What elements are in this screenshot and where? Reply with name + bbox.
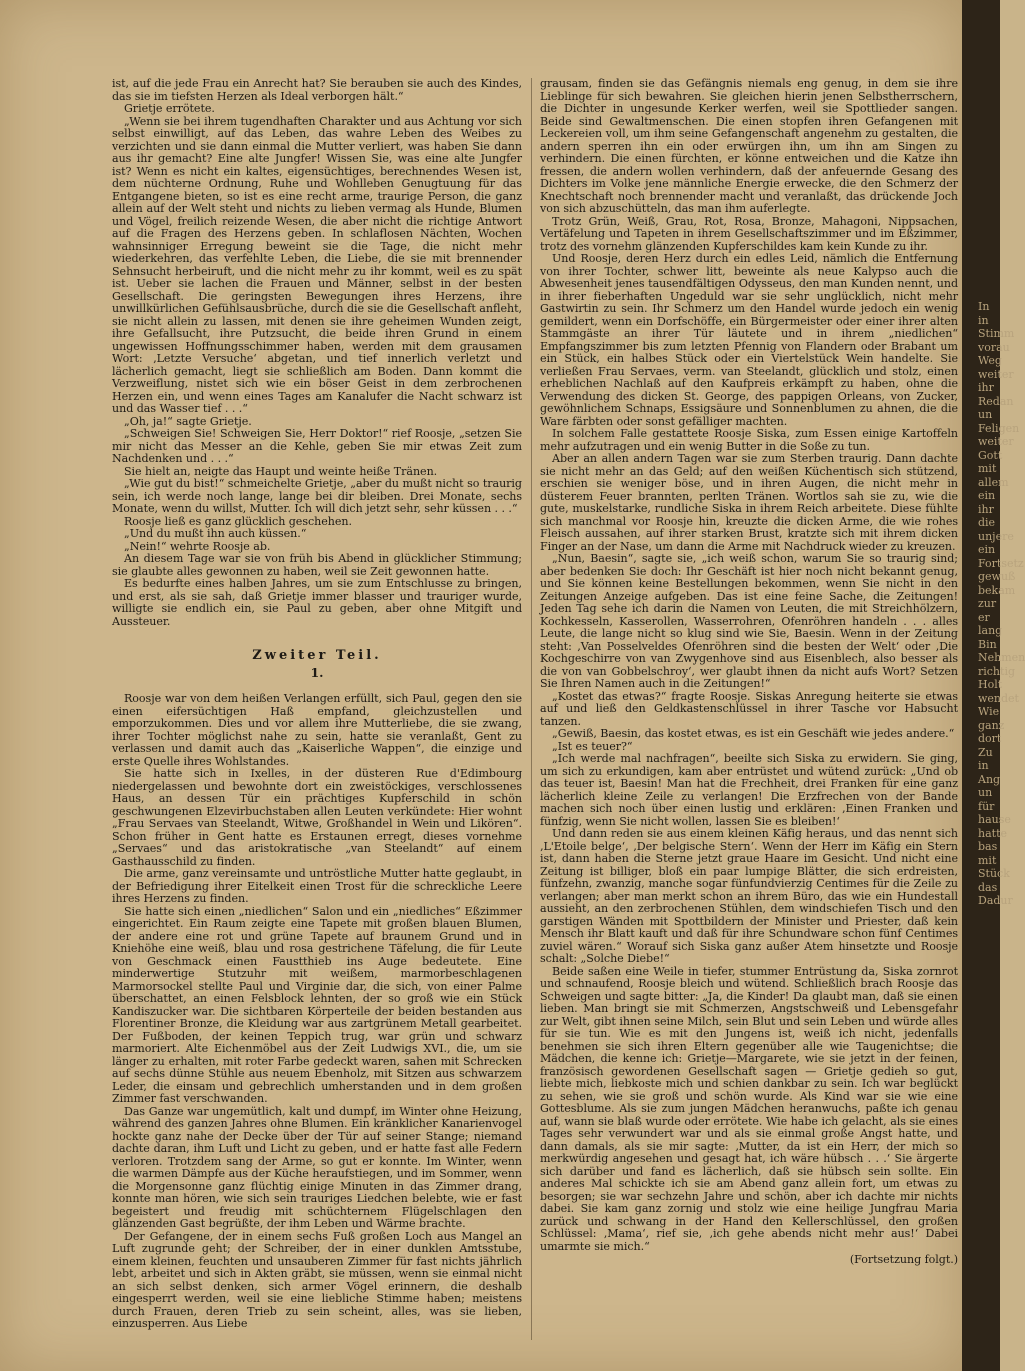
paragraph: grausam, finden sie das Gefängnis niemals eng genug, in dem sie ihre Lieblinge für sich bewahren. Sie gleichen hierin jenen Selbstherrschern, die Dichter in ungesunde Kerker werfen, weil sie Spottlieder sangen. Beide sind Gewaltmenschen. Die einen stopfen ihren Gefangenen mit Leckereien voll, um ihm seine Gefangenschaft angenehm zu gestalten, die andern sperren ihn ein oder erwürgen ihn, um ihn am Singen zu verhindern. Die einen fürchten, er könne entweichen und die Katze ihn fressen, die andern wollen verhindern, daß der anfeuernde Gesang des Dichters im Volke jene männliche Energie erwecke, die den Schmerz der Knechtschaft noch brennender macht und veranlaßt, das drückende Joch von sich abzuschütteln, das man ihm auferlegte. <box>540 77 958 215</box>
paragraph: Das Ganze war ungemütlich, kalt und dumpf, im Winter ohne Heizung, während des ganzen Jahres ohne Blumen. Ein kränklicher Kanarienvogel hockte ganz nahe der Decke über der Tür auf seiner Stange; niemand dachte daran, ihm Luft und Licht zu geben, und er hatte fast alle Federn verloren. Trotzdem sang der Arme, so gut er konnte. Im Winter, wenn die warmen Dämpfe aus der Küche heraufstiegen, und im Sommer, wenn die Morgensonne ganz flüchtig einige Minuten in das Zimmer drang, konnte man hören, wie sich sein trauriges Liedchen belebte, wie er fast begeistert und freudig mit schüchternem Flügelschlagen den glänzenden Gast begrüßte, der ihm Leben und Wärme brachte. <box>112 1104 522 1230</box>
paragraph: „Kostet das etwas?“ fragte Roosje. Siskas Anregung heiterte sie etwas auf und ließ den Geldkastenschlüssel in ihrer Tasche vor Habsucht tanzen. <box>540 689 958 728</box>
adjacent-page-fragment: Bin <box>978 637 997 651</box>
paragraph: „Schweigen Sie! Schweigen Sie, Herr Doktor!“ rief Roosje, „setzen Sie mir nicht das Messer an die Kehle, geben Sie mir etwas Zeit zum Nachdenken und . . .“ <box>112 427 522 465</box>
paragraph: „Und du mußt ihn auch küssen.“ <box>124 527 307 540</box>
adjacent-page-fragment: Fortsetz <box>978 556 1024 570</box>
paragraph: „Wie gut du bist!“ schmeichelte Grietje, „aber du mußt nicht so traurig sein, ich werde noch lange, lange bei dir bleiben. Drei Monate, sechs Monate, wenn du willst, Mutter. Ich will dich jetzt sehr, sehr küssen . . .“ <box>112 477 522 515</box>
paragraph: Der Gefangene, der in einem sechs Fuß großen Loch aus Mangel an Luft zugrunde geht; der Schreiber, der in einer dunklen Amtsstube, einem kleinen, feuchten und unsauberen Zimmer für fast nichts jährlich lebt, arbeitet und sich in Akten gräbt, sie müssen, wenn sie einmal nicht an sich selbst denken, sich armer Vögel erinnern, die deshalb eingesperrt werden, weil sie eine liebliche Stimme haben; meistens durch Frauen, deren Trieb zu sein scheint, alles, was sie lieben, einzusperren. Aus Liebe <box>112 1229 522 1330</box>
adjacent-page-fragment: Feligen <box>978 421 1020 435</box>
paragraph: Beide saßen eine Weile in tiefer, stummer Entrüstung da, Siska zornrot und schnaufend, Roosje bleich und wütend. Schließlich brach Roosje das Schweigen und sagte bitter: „Ja, die Kinder! Da glaubt man, daß sie einen lieben. Man bringt sie mit Schmerzen, Angstschweiß und Lebensgefahr zur Welt, gibt ihnen seine Milch, sein Blut und sein Leben und würde alles für sie tun. Wie es mit den Jungens ist, weiß ich nicht, jedenfalls benehmen sie sich ihren Eltern gegenüber alle wie Taugenichtse; die Mädchen, die kenne ich: Grietje—Margarete, wie sie jetzt in der feinen, französisch gewordenen Gesellschaft sagen — Grietje gedieh so gut, liebte mich, liebkoste mich und schien dankbar zu sein. Ich war beglückt zu sehen, wie sie groß und schön wurde. Als Kind war sie wie eine Gottesblume. Als sie zum jungen Mädchen heranwuchs, paßte ich genau auf, wann sie blaß wurde oder errötete. Wie habe ich gelacht, als sie eines Tages sehr verwundert war und als sie einmal große Angst hatte, und dann damals, als sie mir sagte: ‚Mutter, da ist ein Herr, der mich so merkwürdig angesehen und gesagt hat, ich wäre hübsch . . .‘ Sie ärgerte sich darüber und fand es lächerlich, daß sie hübsch sein sollte. Ein anderes Mal schickte ich sie am Abend ganz allein fort, um etwas zu besorgen; sie war sechzehn Jahre und schön, aber ich dachte mir nichts dabei. Sie kam ganz zornig und stolz wie eine heilige Jungfrau Maria zurück und schwang in der Hand den Kellerschlüssel, den großen Schlüssel: ‚Mama‘, rief sie, ‚ich gehe abends nicht mehr aus!‘ Dabei umarmte sie mich.“ <box>540 964 958 1253</box>
adjacent-page-fragment: bekam <box>978 583 1016 597</box>
adjacent-page-fragment: dort <box>978 732 1002 745</box>
part-heading: Zweiter Teil. <box>252 648 382 663</box>
paragraph: Und dann reden sie aus einem kleinen Käfig heraus, und das nennt sich ‚L'Etoile belge‘, ‚Der belgische Stern‘. Wenn der Herr im Käfig ein Stern ist, dann haben die Sterne jetzt graue Haare im Gesicht. Und nicht eine Zeitung ist billiger, bloß ein paar lumpige Blätter, die sich erdreisten, fünfzehn, zwanzig, manche sogar fünfundvierzig Centimes für die Zeile zu verlangen; aber man merkt schon an ihrem Büro, das wie ein Hundestall aussieht, an den zerbrochenen Stühlen, dem windschiefen Tisch und den garstigen Wänden mit Spottbildern der Minister und Priester, daß kein Mensch ihr Blatt kauft und daß für ihre Schundware schon fünf Centimes zuviel wären.“ Worauf sich Siska ganz außer Atem hinsetzte und Roosje schalt: „Solche Diebe!“ <box>540 827 958 965</box>
adjacent-page-fragment: Wie <box>978 705 1000 718</box>
adjacent-page-fragment: in <box>978 759 989 772</box>
paragraph: Es bedurfte eines halben Jahres, um sie zum Entschlusse zu bringen, und erst, als sie sah, daß Grietje immer blasser und trauriger wurde, willigte sie endlich ein, sie Paul zu geben, aber ohne Mitgift und Aussteuer. <box>112 577 522 628</box>
adjacent-page-fragment: Weg <box>978 354 1002 367</box>
paragraph: An diesem Tage war sie von früh bis Abend in glücklicher Stimmung; sie glaubte alles gewonnen zu haben, weil sie Zeit gewonnen hatte. <box>112 552 522 578</box>
adjacent-page-fragment: hause <box>978 813 1011 826</box>
adjacent-page-fragment: gewuß <box>978 570 1016 583</box>
adjacent-page-fragment: un <box>978 408 993 421</box>
paragraph: ist, auf die jede Frau ein Anrecht hat? Sie berauben sie auch des Kindes, das sie im tiefsten Herzen als Ideal verborgen hält.“ <box>112 77 522 103</box>
paragraph: Die arme, ganz vereinsamte und untröstliche Mutter hatte geglaubt, in der Befriedigung ihrer Eitelkeit einen Trost für die schreckliche Leere ihres Herzens zu finden. <box>112 867 522 905</box>
adjacent-page-fragment: Dadur <box>978 894 1013 907</box>
adjacent-page-fragment: Ang <box>978 772 1001 786</box>
paragraph: „Wenn sie bei ihrem tugendhaften Charakter und aus Achtung vor sich selbst einwilligt, auf das Leben, das wahre Leben des Weibes zu verzichten und sie dann einmal die Mutter verliert, was haben Sie dann aus ihr gemacht? Eine alte Jungfer! Wissen Sie, was eine alte Jungfer ist? Wenn es nicht ein kaltes, eigensüchtiges, berechnendes Wesen ist, dem nüchterne Ordnung, Ruhe und Wohlleben Genugtuung für das Entgangene bieten, so ist es eine recht arme, traurige Person, die ganz allein auf der Welt steht und nichts zu lieben vermag als Hunde, Blumen und Vögel, freilich reizende Wesen, die aber nicht die richtige Antwort auf die Fragen des Herzens geben. In schlaflosen Nächten, Wochen wahnsinniger Erregung beweint sie die Tage, die nicht mehr wiederkehren, das verfehlte Leben, die Liebe, die sie mit brennender Sehnsucht herbeiruft, und die nicht mehr zu ihr kommt, weil es zu spät ist. Ueber sie lachen die Frauen und Männer, selbst in der besten Gesellschaft. Die geringsten Bewegungen ihres Herzens, ihre unwillkürlichen Gefühlsausbrüche, durch die sie die Gesellschaft anfleht, sie nicht allein zu lassen, mit denen sie ihre geheimen Wunden zeigt, ihre Gefallsucht, ihre Putzsucht, die beide ihren Grund in einem ungewissen Hoffnungsschimmer haben, werden mit dem grausamen Wort: ‚Letzte Versuche‘ abgetan, und tief innerlich verletzt und lächerlich gemacht, liegt sie schließlich am Boden. Dann kommt die Verzweiflung, nistet sich wie ein böser Geist in dem zerbrochenen Herzen ein, und wenn eines Tages am Kanalufer die Nacht schwarz ist und das Wasser tief . . .“ <box>112 114 522 415</box>
right-column <box>540 78 958 1346</box>
column-divider <box>531 78 532 1340</box>
adjacent-page-fragment: lang <box>978 624 1003 637</box>
paragraph: „Oh, ja!“ sagte Grietje. <box>124 414 252 428</box>
paragraph: „Nun, Baesin“, sagte sie, „ich weiß schon, warum Sie so traurig sind; aber bedenken Sie doch: Ihr Geschäft ist hier noch nicht bekannt genug, und Sie können keine Bestellungen bekommen, wenn Sie nicht in den Zeitungen Anzeige aufgeben. Das ist eine feine Sache, die Zeitungen! Jeden Tag sehe ich darin die Namen von Leuten, die mit Streichhölzern, Kochkesseln, Kasserollen, Wasserrohren, Ofenröhren handeln . . . alles Leute, die lange nicht so klug sind wie Sie, Baesin. Wenn in der Zeitung steht: ‚Van Posselveldes Ofenröhren sind die besten der Welt‘ oder ‚Die Kochgeschirre von van Zwygenhove sind aus Eisenblech, also besser als die von van Gobbelschroy‘, wer glaubt ihnen da nicht aufs Wort? Setzen Sie Ihren Namen auch in die Zeitungen!“ <box>540 552 958 690</box>
continuation-note: (Fortsetzung folgt.) <box>849 1253 958 1266</box>
adjacent-page-fragment: Stimm <box>978 327 1015 340</box>
paragraph: Sie hatte sich in Ixelles, in der düsteren Rue d'Edimbourg niedergelassen und bewohnte dort ein zweistöckiges, verschlossenes Haus, an dessen Tür ein prächtiges Kupferschild in schön geschwungenen Elzevirbuchstaben allen Leuten verkündete: Hier wohnt „Frau Servaes van Steelandt, Witwe, Großhandel in Wein und Likören“. Schon früher in Gent hatte es Erstaunen erregt, dieses vornehme „Servaes“ und das aristokratische „van Steelandt“ auf einem Gasthausschild zu finden. <box>112 767 522 868</box>
adjacent-page-fragment: vorau <box>978 340 1010 354</box>
adjacent-page-fragment: hatte <box>978 826 1007 840</box>
adjacent-page-fragment: Gott <box>978 448 1003 462</box>
adjacent-page-fragment: ganz <box>978 718 1005 732</box>
adjacent-page-fragment: ihr <box>978 381 994 394</box>
paragraph: „Ich werde mal nachfragen“, beeilte sich Siska zu erwidern. Sie ging, um sich zu erkundigen, kam aber entrüstet und wütend zurück: „Und ob das teuer ist, Baesin! Man hat die Frechheit, drei Franken für eine ganz lächerlich kleine Zeile zu verlangen! Die Erzfrechen von der Bande machen sich noch über einen lustig und erklären: ‚Einen Franken und fünfzig, wenn Sie nicht wollen, lassen Sie es bleiben!‘ <box>540 752 958 828</box>
adjacent-page-fragment: ein <box>978 489 996 502</box>
adjacent-page-fragment: die <box>978 516 996 529</box>
adjacent-page-fragment: weiter <box>978 367 1014 381</box>
adjacent-page-fragment: unjere <box>978 529 1014 543</box>
paragraph: In solchem Falle gestattete Roosje Siska, zum Essen einige Kartoffeln mehr aufzutragen und ein wenig Butter in die Soße zu tun. <box>540 427 958 453</box>
adjacent-page-fragment: allem <box>978 475 1009 489</box>
adjacent-page-fragment: er <box>978 610 990 624</box>
adjacent-page-fragment: in <box>978 313 989 327</box>
adjacent-page-fragment: richtig <box>978 664 1016 678</box>
adjacent-page-fragment: mit <box>978 462 997 475</box>
adjacent-page-fragment: wendet <box>978 691 1019 705</box>
adjacent-page-fragment: ein <box>978 543 996 556</box>
adjacent-page-fragment: Zu <box>978 745 993 759</box>
adjacent-page-fragment: bas <box>978 840 998 853</box>
adjacent-page-sliver <box>978 300 1025 1300</box>
adjacent-page-fragment: In <box>978 300 990 313</box>
adjacent-page-fragment: Nehmen <box>978 651 1025 664</box>
paragraph: Trotz Grün, Weiß, Grau, Rot, Rosa, Bronze, Mahagoni, Nippsachen, Vertäfelung und Tapeten in ihrem Gesellschaftszimmer und im Eßzimmer, trotz des vornehm glänzenden Kupferschildes kam kein Kunde zu ihr. <box>540 214 958 253</box>
adjacent-page-fragment: ihr <box>978 502 994 516</box>
paragraph: Roosje ließ es ganz glücklich geschehen. <box>124 514 352 528</box>
paragraph: Aber an allen andern Tagen war sie zum Sterben traurig. Dann dachte sie nicht mehr an das Geld; auf den weißen Küchentisch sich stützend, erschien sie weniger böse, und in ihren Augen, die nicht mehr in düsterem Feuer brannten, perlten Tränen. Wortlos sah sie zu, wie die gute, muskelstarke, rundliche Siska in ihrem Reich arbeitete. Diese fühlte sich manchmal vor Roosje hin, kreuzte die dicken Arme, die wie rohes Fleisch aussahen, auf ihrer starken Brust, kratzte sich mit ihrem dicken Finger an der Nase, um dann die Arme mit Nachdruck wieder zu kreuzen. <box>540 452 958 553</box>
paragraph: Sie hielt an, neigte das Haupt und weinte heiße Tränen. <box>124 464 438 478</box>
paragraph: „Nein!“ wehrte Roosje ab. <box>124 539 271 553</box>
adjacent-page-fragment: Holt <box>978 678 1003 691</box>
paragraph: Grietje errötete. <box>124 102 215 115</box>
adjacent-page-fragment: das <box>978 880 998 894</box>
adjacent-page-fragment: mit <box>978 853 997 867</box>
adjacent-page-fragment: Stück <box>978 867 1010 880</box>
left-column <box>112 78 522 1346</box>
paragraph: Roosje war von dem heißen Verlangen erfüllt, sich Paul, gegen den sie einen eifersüchtigen Haß empfand, gleichzustellen und emporzukommen. Dies und vor allem ihre Mutterliebe, die sie zwang, ihrer Tochter möglichst nahe zu sein, hatte sie veranlaßt, Gent zu verlassen und damit auch das „Kaiserliche Wappen“, die einzige und erste Quelle ihres Wohlstandes. <box>112 692 522 768</box>
paragraph: Sie hatte sich einen „niedlichen“ Salon und ein „niedliches“ Eßzimmer eingerichtet. Ein Raum zeigte eine Tapete mit großen blauen Blumen, der andere eine rot und grüne Tapete auf braunem Grund und in Kniehöhe eine weiß, blau und rosa gestrichene Täfelung, die für Leute von Geschmack einen Faustthieb ins Auge bedeutete. Eine minderwertige Stutzuhr mit weißem, marmorbeschlagenen Marmorsockel stellte Paul und Virginie dar, die sich, von einer Palme überschattet, an einen Felsblock lehnten, der so groß wie ein Stück Kandiszucker war. Die sichtbaren Körperteile der beiden bestanden aus Florentiner Bronze, die Kleidung war aus zartgrünem Metall gearbeitet. Der Fußboden, der keinen Teppich trug, war grün und schwarz marmoriert. Alte Eichenmöbel aus der Zeit Ludwigs XVI., die, um sie länger zu erhalten, mit roter Farbe gedeckt waren, sahen mit Schrecken auf sechs dünne Stühle aus neuem Ebenholz, mit Sitzen aus schwarzem Leder, die einsam und gebrechlich umherstanden und in dem großen Zimmer fast verschwanden. <box>112 904 522 1105</box>
chapter-number: 1. <box>310 664 324 680</box>
paragraph: „Ist es teuer?“ <box>552 739 633 753</box>
adjacent-page-fragment: zur <box>978 597 997 610</box>
adjacent-page-fragment: un <box>978 786 993 799</box>
paragraph: „Gewiß, Baesin, das kostet etwas, es ist ein Geschäft wie jedes andere.“ <box>552 727 955 740</box>
paragraph: Und Roosje, deren Herz durch ein edles Leid, nämlich die Entfernung von ihrer Tochter, schwer litt, beweinte als neue Kalypso auch die Abwesenheit jenes tausendfältigen Odysseus, den man Kunden nennt, und in ihrer fieberhaften Ungeduld war sie sehr unglücklich, nicht mehr Gastwirtin zu sein. Ihr Schmerz um den Handel wurde jedoch ein wenig gemildert, wenn ein Dorfschöffe, ein Bürgermeister oder einer ihrer alten Stammgäste an ihrer Tür läutete und in ihrem „niedlichen“ Empfangszimmer bis zum letzten Pfennig von Flandern oder Brabant um ein Stück, ein halbes Stück oder ein Viertelstück Wein handelte. Sie verließen Frau Servaes, verm. van Steelandt, glücklich und stolz, einen erheblichen Nachlaß auf den Kaufpreis erkämpft zu haben, ohne die Verwendung des dicken St. George, des pappigen Orleans, von Zucker, gewöhnlichem Schnaps, Essigsäure und Sonnenblumen zu ahnen, die die Ware färbten oder sonst gefälliger machten. <box>540 252 958 428</box>
adjacent-page-fragment: Redan <box>978 394 1014 408</box>
adjacent-page-fragment: für <box>978 799 995 813</box>
adjacent-page-fragment: weiter <box>978 435 1014 448</box>
